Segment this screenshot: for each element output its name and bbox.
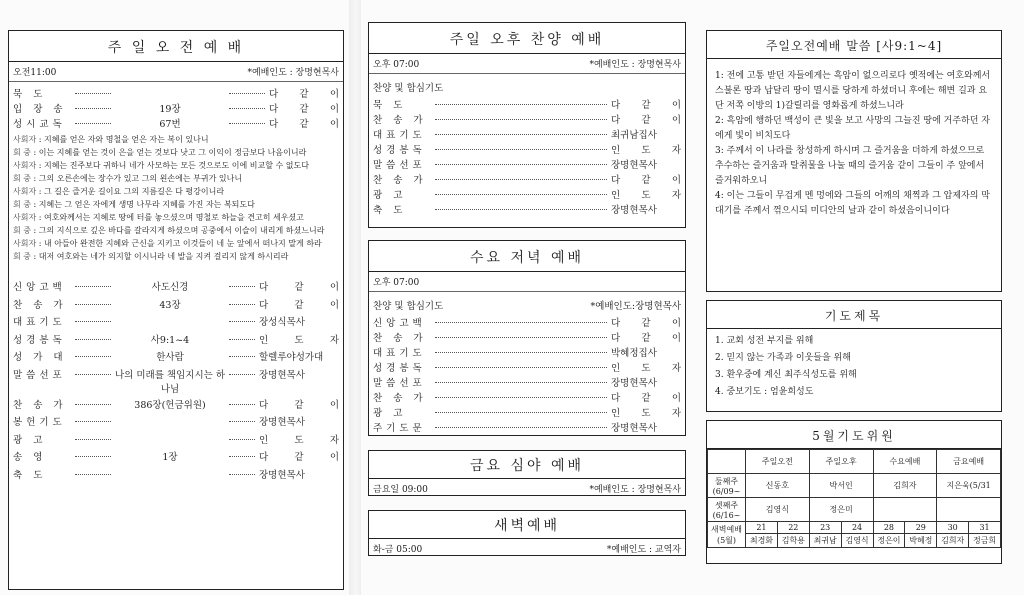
order-row (369, 142, 685, 157)
order-person: 장명현목사 (611, 205, 657, 216)
order-person: 다 같 이 (259, 299, 339, 311)
responsive-reading (9, 131, 343, 267)
leader-dots (435, 194, 607, 195)
order-detail: 사9:1~4 (150, 334, 190, 346)
order-person: 다 같 이 (269, 104, 339, 115)
leader-dots (229, 339, 255, 340)
col-header: 금요예배 (937, 450, 1001, 474)
order-person: 다 같 이 (269, 89, 339, 100)
speaker: 회 중 (13, 226, 31, 235)
responsive-line: 사회자 : 지혜를 얻은 자와 명철을 얻은 자는 복이 있나니 (13, 135, 209, 144)
responsive-line: 회 중 : 그의 지식으로 깊은 바다를 갈라지게 하셨으며 공중에서 이슬이 내리게 하셨느니라 (13, 226, 325, 235)
wed-order (369, 315, 685, 435)
cell: 지은욱(5/31 (937, 474, 1001, 498)
row-header: 둘째주 (6/09~ (708, 474, 746, 498)
order-label: 찬 송 가 (13, 399, 67, 411)
name-cell: 김희자 (937, 534, 969, 548)
order-row (9, 314, 343, 332)
responsive-line: 회 중 : 지혜는 그 얻은 자에게 생명 나무라 지혜를 가진 자는 복되도다 (13, 200, 255, 209)
leader-dots (75, 123, 111, 124)
order-detail: 나의 미래를 책임지시는 하나님 (115, 369, 226, 395)
sermon-panel (706, 30, 1002, 292)
wed-title: 수요 저녁 예배 (369, 241, 685, 272)
leader-dots (435, 134, 607, 135)
leader-dots (229, 108, 265, 109)
cell (937, 498, 1001, 522)
dawn-leader: *예배인도 : 교역자 (606, 545, 681, 555)
reading-text: 그 길은 즐거운 길이요 그의 지름길은 다 평강이니라 (43, 187, 225, 196)
order-label: 성 가 대 (13, 352, 67, 363)
leader-dots (435, 337, 607, 338)
order-person: 다 같 이 (259, 399, 339, 411)
order-row (9, 349, 343, 367)
order-label: 광 고 (373, 408, 407, 419)
reading-text: 여호와께서는 지혜로 땅에 터를 놓으셨으며 명철로 하늘을 견고히 세우셨고 (43, 213, 304, 222)
wednesday-panel (368, 240, 686, 436)
fri-leader: *예배인도 : 장명현목사 (589, 485, 681, 495)
reading-text: 그의 지식으로 깊은 바다를 갈라지게 하셨으며 공중에서 이슬이 내리게 하셨느니라 (38, 226, 325, 235)
order-person: 할렐루야성가대 (259, 352, 324, 363)
order-label: 성경봉독 (13, 334, 66, 346)
order-person: 다 같 이 (611, 100, 681, 111)
order-person: 다 같 이 (259, 282, 339, 293)
order-person: 다 같 이 (611, 393, 681, 404)
leader-dots (229, 93, 265, 94)
order-label: 말씀선포 (373, 378, 426, 389)
leader-dots (229, 421, 255, 422)
schedule-panel (706, 420, 1002, 564)
order-person: 다 같 이 (259, 452, 339, 463)
name-cell: 김영식 (841, 534, 873, 548)
leader-dots (435, 322, 607, 323)
order-person: 장명현목사 (611, 160, 657, 171)
order-row (9, 297, 343, 315)
cell: 박서인 (809, 474, 873, 498)
order-label: 묵 도 (373, 100, 407, 111)
leader-dots (435, 352, 607, 353)
order-person: 장명현목사 (259, 369, 305, 381)
order-list-top (9, 82, 343, 131)
order-row (9, 467, 343, 485)
order-label: 말씀선포 (373, 160, 426, 171)
order-row (9, 332, 343, 350)
order-row (369, 127, 685, 142)
order-row (369, 157, 685, 172)
prayer-item: 3. 환우중에 계신 최주식성도를 위해 (715, 370, 857, 380)
order-person: 인 도 자 (259, 434, 339, 446)
row-header: 새벽예배 (5월) (708, 522, 746, 548)
order-person: 박혜정집사 (611, 348, 657, 359)
name-cell: 김학용 (777, 534, 809, 548)
leader-dots (229, 374, 255, 375)
cell: 김희자 (873, 474, 937, 498)
verse: 2: 흑암에 행하던 백성이 큰 빛을 보고 사망의 그늘진 땅에 거주하던 자에게 빛이 비치도다 (715, 116, 990, 141)
leader-dots (229, 123, 265, 124)
order-person: 인 도 자 (611, 190, 681, 201)
order-row (9, 449, 343, 467)
order-row (9, 397, 343, 415)
leader-dots (435, 119, 607, 120)
order-row (9, 432, 343, 450)
leader-dots (229, 321, 255, 322)
prayer-panel (706, 300, 1002, 412)
order-person: 장명현목사 (259, 469, 305, 481)
date-cell: 30 (937, 522, 969, 534)
speaker: 사회자 (13, 213, 37, 222)
leader-dots (75, 474, 111, 475)
leader-dots (435, 382, 607, 383)
verse: 1: 전에 고통 받던 자들에게는 흑암이 없으리로다 옛적에는 여호와께서 스불론 땅과 납달리 땅이 멸시를 당하게 하셨더니 후에는 해변 길과 요단 저쪽 이방의 1)갈릴리를 영화롭게 하셨느니라 (715, 71, 991, 111)
responsive-line: 사회자 : 지혜는 진주보다 귀하니 네가 사모하는 모든 것으로도 이에 비교할 수 없도다 (13, 161, 309, 170)
cell: 신동호 (746, 474, 810, 498)
dawn-time: 화-금 05:00 (373, 545, 423, 555)
order-row (369, 360, 685, 375)
leader-dots (435, 149, 607, 150)
leader-dots (229, 356, 255, 357)
wed-sub: 찬양 및 합심기도 (373, 301, 444, 312)
reading-text: 이는 지혜를 얻는 것이 은을 얻는 것보다 낫고 그 이익이 정금보다 나음이니라 (38, 148, 307, 157)
order-row (369, 315, 685, 330)
friday-panel (368, 450, 686, 496)
leader-dots (75, 404, 111, 405)
reading-text: 그의 오른손에는 장수가 있고 그의 왼손에는 부귀가 있나니 (38, 174, 243, 183)
leader-dots (229, 286, 255, 287)
order-label: 찬 송 가 (13, 299, 67, 311)
prayer-item: 4. 중보기도 : 엄윤희성도 (715, 387, 814, 397)
leader-dots (435, 397, 607, 398)
leader-dots (435, 104, 607, 105)
order-person: 다 같 이 (611, 318, 681, 329)
col-header: 주일오후 (809, 450, 873, 474)
leader-dots (435, 179, 607, 180)
leader-dots (435, 427, 607, 428)
responsive-line: 사회자 : 그 길은 즐거운 길이요 그의 지름길은 다 평강이니라 (13, 187, 225, 196)
verse: 3: 주께서 이 나라를 창성하게 하시며 그 즐거움을 더하게 하셨으므로 추수하는 즐거움과 탈취물을 나눌 때의 즐거움 같이 그들이 주 앞에서 즐거워하오니 (715, 146, 985, 186)
order-row (369, 345, 685, 360)
order-label: 봉헌기도 (13, 417, 66, 428)
sermon-text (707, 59, 1001, 225)
order-person: 다 같 이 (269, 119, 339, 130)
order-detail: 사도신경 (151, 282, 189, 293)
order-label: 대표기도 (373, 348, 426, 359)
leader-dots (229, 474, 255, 475)
order-person: 장성식목사 (259, 317, 305, 328)
sunday-pm-time: 오후 07:00 (373, 60, 420, 70)
order-detail: 67번 (159, 119, 181, 130)
order-row (369, 187, 685, 202)
order-detail: 43장 (159, 299, 181, 311)
order-label: 축 도 (373, 205, 407, 216)
order-row (9, 101, 343, 116)
order-row (369, 202, 685, 217)
order-person: 인 도 자 (611, 408, 681, 419)
order-detail: 386장(헌금위원) (134, 399, 206, 411)
leader-dots (229, 404, 255, 405)
order-list-bottom (9, 267, 343, 484)
order-detail: 한사람 (156, 352, 184, 363)
order-row (369, 172, 685, 187)
book-spine (349, 0, 361, 595)
reading-text: 내 아들아 완전한 지혜와 근신을 지키고 이것들이 네 눈 앞에서 떠나지 말게 하라 (43, 239, 322, 248)
sunday-pm-title: 주일 오후 찬양 예배 (369, 23, 685, 54)
date-cell: 21 (746, 522, 778, 534)
order-label: 찬 송 가 (373, 175, 427, 186)
responsive-line: 회 중 : 그의 오른손에는 장수가 있고 그의 왼손에는 부귀가 있나니 (13, 174, 243, 183)
order-label: 송 영 (13, 452, 47, 463)
order-row (9, 116, 343, 131)
order-label: 찬 송 가 (373, 393, 427, 404)
speaker: 사회자 (13, 187, 37, 196)
order-label: 신앙고백 (13, 282, 66, 293)
order-label: 찬 송 가 (373, 333, 427, 344)
schedule-table (707, 449, 1001, 548)
fri-time: 금요일 09:00 (373, 485, 428, 495)
order-label: 대표기도 (373, 130, 426, 141)
name-cell: 정금희 (969, 534, 1001, 548)
name-cell: 최경화 (746, 534, 778, 548)
order-row (9, 367, 343, 397)
leader-dots (229, 439, 255, 440)
order-label: 성경봉독 (373, 363, 426, 374)
order-detail: 19장 (159, 104, 181, 115)
speaker: 회 중 (13, 252, 31, 261)
reading-text: 지혜는 진주보다 귀하니 네가 사모하는 모든 것으로도 이에 비교할 수 없도다 (43, 161, 309, 170)
responsive-line: 회 중 : 대저 여호와는 네가 의지할 이시니라 네 발을 지켜 걸리지 않게 하시리라 (13, 252, 289, 261)
prayer-item: 2. 믿지 않는 가족과 이웃들을 위해 (715, 353, 851, 363)
order-label: 찬 송 가 (373, 115, 427, 126)
order-row (369, 420, 685, 435)
leader-dots (75, 304, 111, 305)
order-row (9, 86, 343, 101)
leader-dots (75, 321, 111, 322)
order-label: 성경봉독 (373, 145, 426, 156)
order-person: 다 같 이 (611, 175, 681, 186)
order-row (369, 405, 685, 420)
speaker: 사회자 (13, 161, 37, 170)
order-person: 인 도 자 (259, 334, 339, 346)
order-row (369, 112, 685, 127)
order-label: 축 도 (13, 469, 47, 481)
order-label: 주기도문 (373, 423, 426, 434)
order-label: 성시교독 (13, 119, 66, 130)
date-cell: 22 (777, 522, 809, 534)
leader-dots (75, 108, 111, 109)
cell (873, 498, 937, 522)
reading-text: 지혜는 그 얻은 자에게 생명 나무라 지혜를 가진 자는 복되도다 (38, 200, 255, 209)
cell: 김영식 (746, 498, 810, 522)
date-cell: 31 (969, 522, 1001, 534)
speaker: 사회자 (13, 239, 37, 248)
leader-dots (75, 286, 111, 287)
service-time: 오전11:00 (13, 68, 57, 78)
date-cell: 29 (905, 522, 937, 534)
leader-dots (435, 367, 607, 368)
order-row (9, 279, 343, 297)
leader-dots (229, 456, 255, 457)
service-leader: *예배인도 : 장명현목사 (247, 68, 339, 78)
order-row (369, 375, 685, 390)
wed-leader: *예배인도:장명현목사 (590, 301, 681, 312)
sunday-pm-order (369, 97, 685, 217)
cell: 정은미 (809, 498, 873, 522)
prayer-list (707, 329, 1001, 405)
responsive-line: 사회자 : 여호와께서는 지혜로 땅에 터를 놓으셨으며 명철로 하늘을 견고히 세우셨고 (13, 213, 304, 222)
leader-dots (75, 339, 111, 340)
leader-dots (435, 209, 607, 210)
order-label: 말씀선포 (13, 369, 66, 381)
name-cell: 정은이 (873, 534, 905, 548)
prayer-title: 기도제목 (707, 301, 1001, 329)
order-person: 다 같 이 (611, 333, 681, 344)
order-person: 인 도 자 (611, 145, 681, 156)
date-cell: 28 (873, 522, 905, 534)
schedule-title: 5월기도위원 (707, 421, 1001, 449)
row-header: 셋째주 (6/16~ (708, 498, 746, 522)
sunday-morning-panel (8, 30, 344, 590)
col-header: 주일오전 (746, 450, 810, 474)
order-detail: 1장 (162, 452, 178, 463)
verse: 4: 이는 그들이 무겁게 멘 멍에와 그들의 어깨의 채찍과 그 압제자의 막대기를 주께서 꺾으시되 미디안의 날과 같이 하셨음이니이다 (715, 191, 990, 216)
dawn-title: 새벽예배 (369, 511, 685, 539)
sunday-evening-panel (368, 22, 686, 228)
order-label: 광 고 (13, 434, 47, 446)
leader-dots (75, 439, 111, 440)
leader-dots (435, 412, 607, 413)
order-person: 장명현목사 (611, 378, 657, 389)
speaker: 회 중 (13, 148, 31, 157)
order-person: 장명현목사 (259, 417, 305, 428)
leader-dots (75, 374, 111, 375)
order-label: 입 장 송 (13, 104, 67, 115)
order-person: 최귀남집사 (611, 130, 657, 141)
speaker: 회 중 (13, 200, 31, 209)
order-row (369, 390, 685, 405)
col-header: 수요예배 (873, 450, 937, 474)
order-label: 대표기도 (13, 317, 66, 328)
leader-dots (75, 356, 111, 357)
leader-dots (435, 164, 607, 165)
order-label: 묵 도 (13, 89, 47, 100)
order-person: 인 도 자 (611, 363, 681, 374)
name-cell: 최귀남 (809, 534, 841, 548)
speaker: 회 중 (13, 174, 31, 183)
speaker: 사회자 (13, 135, 37, 144)
sunday-pm-leader: *예배인도 : 장명현목사 (589, 60, 681, 70)
responsive-line: 사회자 : 내 아들아 완전한 지혜와 근신을 지키고 이것들이 네 눈 앞에서 떠나지 말게 하라 (13, 239, 322, 248)
leader-dots (75, 456, 111, 457)
order-row (369, 330, 685, 345)
order-row (9, 414, 343, 432)
order-person: 다 같 이 (611, 115, 681, 126)
leader-dots (75, 93, 111, 94)
order-label: 광 고 (373, 190, 407, 201)
fri-title: 금요 심야 예배 (369, 451, 685, 479)
date-cell: 23 (809, 522, 841, 534)
dawn-panel (368, 510, 686, 556)
leader-dots (229, 304, 255, 305)
leader-dots (75, 421, 111, 422)
order-person: 장명현목사 (611, 423, 657, 434)
order-label: 신앙고백 (373, 318, 426, 329)
prayer-item: 1. 교회 성전 부지를 위해 (715, 336, 814, 346)
order-row (369, 97, 685, 112)
wed-time: 오후 07:00 (373, 278, 420, 288)
sermon-title: 주일오전예배 말씀 [사9:1~4] (707, 31, 1001, 59)
reading-text: 지혜를 얻은 자와 명철을 얻은 자는 복이 있나니 (43, 135, 209, 144)
responsive-line: 회 중 : 이는 지혜를 얻는 것이 은을 얻는 것보다 낫고 그 이익이 정금보다 나음이니라 (13, 148, 307, 157)
reading-text: 대저 여호와는 네가 의지할 이시니라 네 발을 지켜 걸리지 않게 하시리라 (38, 252, 289, 261)
date-cell: 24 (841, 522, 873, 534)
sunday-pm-sub: 찬양 및 합심기도 (373, 83, 444, 94)
page-title: 주 일 오 전 예 배 (9, 31, 343, 62)
name-cell: 박혜정 (905, 534, 937, 548)
